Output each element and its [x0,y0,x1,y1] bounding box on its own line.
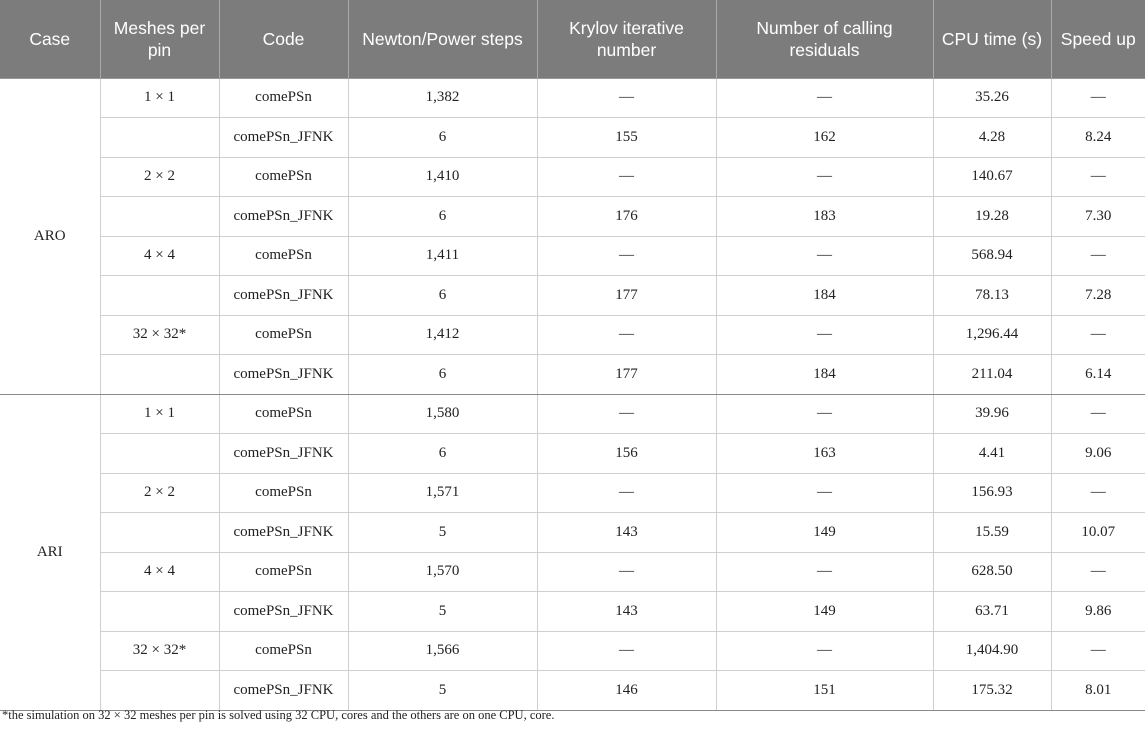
steps-cell: 5 [348,592,537,632]
cpu-time-cell: 175.32 [933,671,1051,711]
header-code: Code [219,0,348,78]
code-cell: comePSn_JFNK [219,592,348,632]
meshes-cell [100,355,219,395]
cpu-time-cell: 39.96 [933,394,1051,434]
table-row [0,315,1145,355]
speed-up-cell: — [1051,552,1145,592]
header-number-of-calling-residuals: Number of calling residuals [716,0,933,78]
meshes-cell: 32 × 32* [100,631,219,671]
table-row [0,197,1145,237]
meshes-cell [100,276,219,316]
table-row [0,118,1145,158]
case-cell: ARI [0,394,100,710]
code-cell: comePSn_JFNK [219,276,348,316]
steps-cell: 5 [348,671,537,711]
code-cell: comePSn_JFNK [219,197,348,237]
meshes-cell: 2 × 2 [100,157,219,197]
code-cell: comePSn_JFNK [219,355,348,395]
code-cell: comePSn [219,631,348,671]
table-row [0,355,1145,395]
header-meshes-per-pin: Meshes per pin [100,0,219,78]
header-speed-up: Speed up [1051,0,1145,78]
residuals-cell: 149 [716,513,933,553]
steps-cell: 1,412 [348,315,537,355]
cpu-time-cell: 4.28 [933,118,1051,158]
residuals-cell: 162 [716,118,933,158]
residuals-cell: — [716,394,933,434]
cpu-time-cell: 15.59 [933,513,1051,553]
steps-cell: 1,580 [348,394,537,434]
steps-cell: 6 [348,276,537,316]
header-krylov-iterative-number: Krylov iterative number [537,0,716,78]
case-cell: ARO [0,78,100,394]
krylov-cell: — [537,236,716,276]
meshes-cell: 2 × 2 [100,473,219,513]
table-row [0,434,1145,474]
residuals-cell: — [716,157,933,197]
code-cell: comePSn_JFNK [219,671,348,711]
speed-up-cell: 10.07 [1051,513,1145,553]
code-cell: comePSn_JFNK [219,513,348,553]
speed-up-cell: 9.06 [1051,434,1145,474]
residuals-cell: 151 [716,671,933,711]
krylov-cell: 176 [537,197,716,237]
meshes-cell [100,118,219,158]
code-cell: comePSn [219,315,348,355]
code-cell: comePSn_JFNK [219,118,348,158]
speed-up-cell: — [1051,631,1145,671]
steps-cell: 6 [348,197,537,237]
steps-cell: 1,411 [348,236,537,276]
code-cell: comePSn_JFNK [219,434,348,474]
cpu-time-cell: 63.71 [933,592,1051,632]
meshes-cell [100,671,219,711]
krylov-cell: 177 [537,276,716,316]
code-cell: comePSn [219,394,348,434]
meshes-cell [100,197,219,237]
residuals-cell: 184 [716,276,933,316]
table-row [0,513,1145,553]
speed-up-cell: — [1051,394,1145,434]
table-row [0,157,1145,197]
steps-cell: 1,570 [348,552,537,592]
krylov-cell: — [537,157,716,197]
krylov-cell: 177 [537,355,716,395]
krylov-cell: 156 [537,434,716,474]
header-case: Case [0,0,100,78]
table-row [0,671,1145,711]
krylov-cell: — [537,473,716,513]
meshes-cell: 1 × 1 [100,78,219,118]
residuals-cell: — [716,236,933,276]
code-cell: comePSn [219,473,348,513]
steps-cell: 1,410 [348,157,537,197]
krylov-cell: — [537,394,716,434]
speed-up-cell: — [1051,157,1145,197]
speed-up-cell: — [1051,78,1145,118]
header-cpu-time: CPU time (s) [933,0,1051,78]
header-newton-power-steps: Newton/Power steps [348,0,537,78]
speed-up-cell: 7.30 [1051,197,1145,237]
steps-cell: 1,571 [348,473,537,513]
table-row [0,552,1145,592]
residuals-cell: — [716,78,933,118]
table-row [0,78,1145,118]
code-cell: comePSn [219,78,348,118]
header-row [0,0,1145,78]
krylov-cell: — [537,78,716,118]
cpu-time-cell: 19.28 [933,197,1051,237]
table-row [0,592,1145,632]
residuals-cell: 183 [716,197,933,237]
meshes-cell: 4 × 4 [100,236,219,276]
cpu-time-cell: 211.04 [933,355,1051,395]
table-row [0,236,1145,276]
speed-up-cell: 9.86 [1051,592,1145,632]
krylov-cell: — [537,631,716,671]
cpu-time-cell: 35.26 [933,78,1051,118]
table-footnote: *the simulation on 32 × 32 meshes per pin is solved using 32 CPU, cores and the others are on one CPU, core. [2,708,555,722]
krylov-cell: — [537,552,716,592]
residuals-cell: 184 [716,355,933,395]
residuals-cell: 163 [716,434,933,474]
steps-cell: 6 [348,355,537,395]
speed-up-cell: — [1051,236,1145,276]
cpu-time-cell: 1,404.90 [933,631,1051,671]
krylov-cell: — [537,315,716,355]
table-row [0,631,1145,671]
krylov-cell: 143 [537,592,716,632]
table-row [0,276,1145,316]
residuals-cell: — [716,473,933,513]
krylov-cell: 155 [537,118,716,158]
speed-up-cell: — [1051,473,1145,513]
krylov-cell: 146 [537,671,716,711]
table-row [0,394,1145,434]
speed-up-cell: 7.28 [1051,276,1145,316]
krylov-cell: 143 [537,513,716,553]
steps-cell: 5 [348,513,537,553]
code-cell: comePSn [219,552,348,592]
cpu-time-cell: 4.41 [933,434,1051,474]
cpu-time-cell: 156.93 [933,473,1051,513]
code-cell: comePSn [219,157,348,197]
speed-up-cell: 8.01 [1051,671,1145,711]
meshes-cell [100,434,219,474]
table-body [0,78,1145,710]
meshes-cell [100,592,219,632]
residuals-cell: 149 [716,592,933,632]
residuals-cell: — [716,631,933,671]
cpu-time-cell: 628.50 [933,552,1051,592]
cpu-time-cell: 78.13 [933,276,1051,316]
steps-cell: 1,382 [348,78,537,118]
residuals-cell: — [716,552,933,592]
speed-up-cell: 8.24 [1051,118,1145,158]
steps-cell: 6 [348,434,537,474]
meshes-cell [100,513,219,553]
meshes-cell: 4 × 4 [100,552,219,592]
residuals-cell: — [716,315,933,355]
cpu-time-cell: 568.94 [933,236,1051,276]
meshes-cell: 32 × 32* [100,315,219,355]
speed-up-cell: — [1051,315,1145,355]
cpu-time-cell: 140.67 [933,157,1051,197]
meshes-cell: 1 × 1 [100,394,219,434]
code-cell: comePSn [219,236,348,276]
table-row [0,473,1145,513]
steps-cell: 1,566 [348,631,537,671]
cpu-time-cell: 1,296.44 [933,315,1051,355]
steps-cell: 6 [348,118,537,158]
speed-up-cell: 6.14 [1051,355,1145,395]
